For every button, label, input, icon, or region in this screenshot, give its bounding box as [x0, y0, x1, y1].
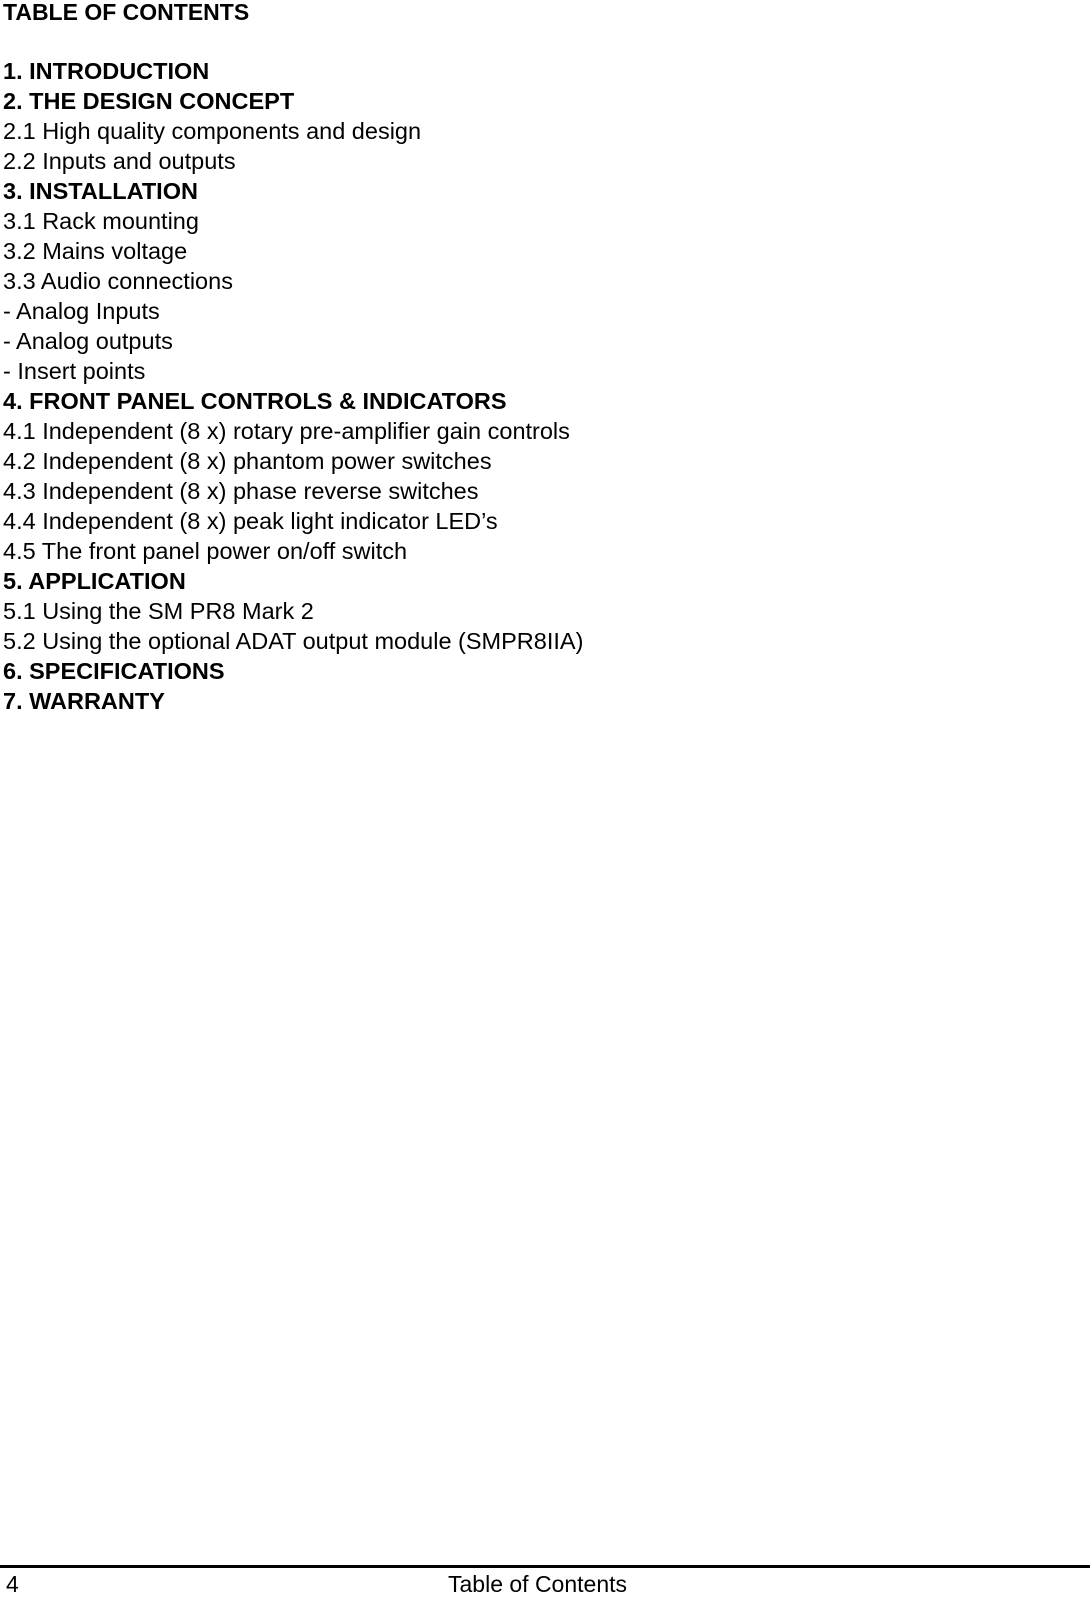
toc-entry: 2.2 Inputs and outputs [3, 148, 236, 174]
toc-section-heading: 6. SPECIFICATIONS [3, 658, 225, 684]
toc-section-heading: 1. INTRODUCTION [3, 58, 210, 84]
toc-section-heading: 5. APPLICATION [3, 568, 186, 594]
toc-entry: 3.3 Audio connections [3, 268, 233, 294]
toc-entry: - Analog Inputs [3, 298, 160, 324]
toc-entry: 4.1 Independent (8 x) rotary pre-amplifier gain controls [3, 418, 570, 444]
footer-divider [0, 1565, 1090, 1568]
toc-entry: 4.3 Independent (8 x) phase reverse switches [3, 478, 479, 504]
toc-entry: 5.1 Using the SM PR8 Mark 2 [3, 598, 314, 624]
toc-entry: 5.2 Using the optional ADAT output module (SMPR8IIA) [3, 628, 584, 654]
toc-entry: - Insert points [3, 358, 146, 384]
page-number: 4 [6, 1571, 19, 1597]
toc-section-heading: 7. WARRANTY [3, 688, 165, 714]
toc-entry: 2.1 High quality components and design [3, 118, 422, 144]
page-title: TABLE OF CONTENTS [3, 0, 250, 25]
footer-section-title: Table of Contents [448, 1571, 628, 1597]
toc-entry: 4.4 Independent (8 x) peak light indicator LED’s [3, 508, 498, 534]
toc-entry: 4.5 The front panel power on/off switch [3, 538, 408, 564]
table-of-contents [3, 56, 583, 716]
toc-section-heading: 4. FRONT PANEL CONTROLS & INDICATORS [3, 388, 507, 414]
toc-section-heading: 2. THE DESIGN CONCEPT [3, 88, 295, 114]
toc-entry: 3.1 Rack mounting [3, 208, 199, 234]
toc-section-heading: 3. INSTALLATION [3, 178, 198, 204]
toc-entry: 4.2 Independent (8 x) phantom power switches [3, 448, 492, 474]
toc-entry: - Analog outputs [3, 328, 173, 354]
toc-entry: 3.2 Mains voltage [3, 238, 188, 264]
